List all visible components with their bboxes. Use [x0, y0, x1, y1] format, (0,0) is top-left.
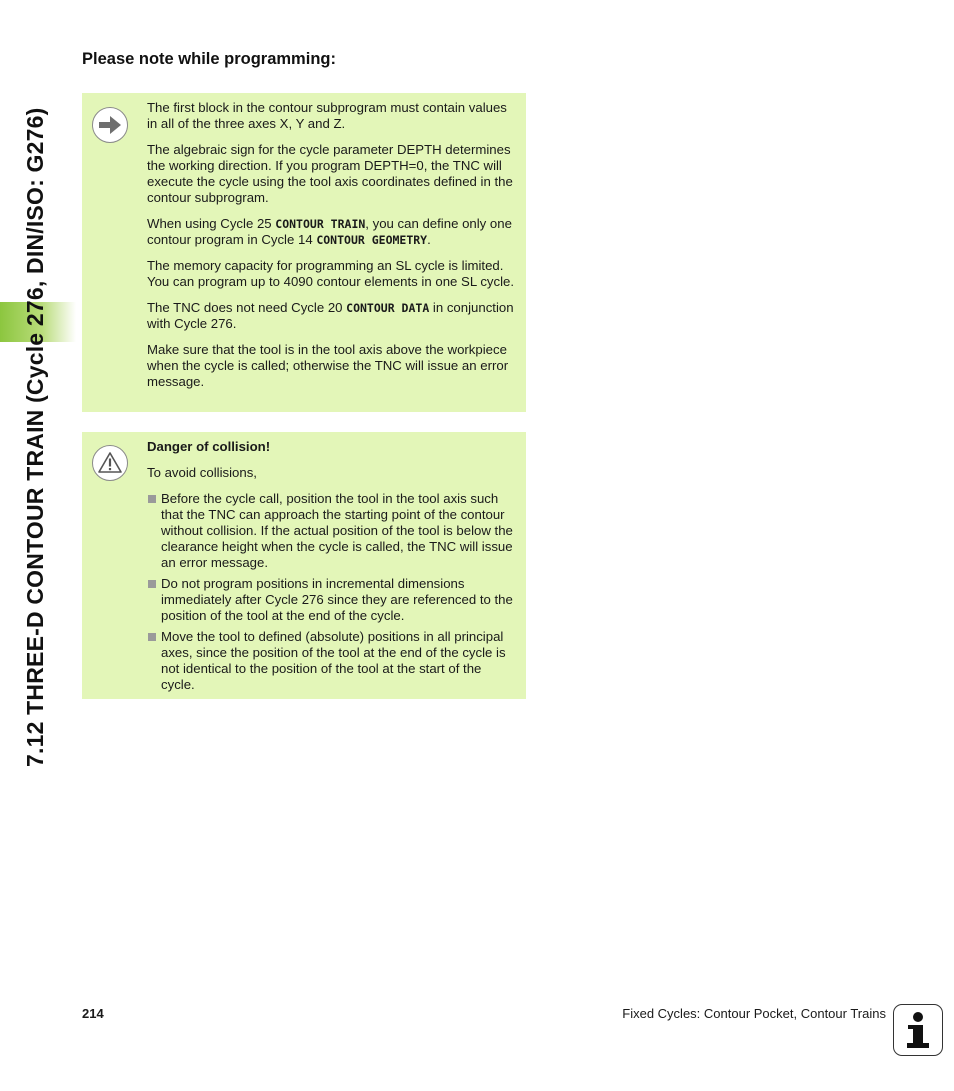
warning-intro: To avoid collisions, [147, 465, 257, 480]
text-segment: . [427, 232, 431, 247]
bullet-square-icon [148, 580, 156, 588]
info-paragraph: The memory capacity for programming an SL cycle is limited. You can program up to 4090 contour elements in one SL cycle. [147, 258, 515, 289]
footer-chapter-title: Fixed Cycles: Contour Pocket, Contour Trains [622, 1006, 886, 1021]
list-item-text: Before the cycle call, position the tool in the tool axis such that the TNC can approach the starting point of the contour without collision. If the actual position of the tool is below the clearance height when the cycle is called, the TNC will issue an error message. [161, 491, 513, 570]
info-paragraph [147, 300, 517, 332]
bullet-square-icon [148, 633, 156, 641]
text-segment: in conjunction with Cycle 276. [147, 300, 514, 331]
code-contour-train: CONTOUR TRAIN [275, 217, 366, 231]
section-title: 7.12 THREE-D CONTOUR TRAIN (Cycle 276, DIN/ISO: G276) [22, 107, 48, 767]
warning-note-box [82, 432, 526, 699]
info-paragraph: The algebraic sign for the cycle parameter DEPTH determines the working direction. If you program DEPTH=0, the TNC will execute the cycle using the tool axis coordinates defined in the contour subprogram. [147, 142, 513, 205]
warning-triangle-icon [92, 445, 128, 481]
page-heading: Please note while programming: [82, 50, 336, 68]
info-paragraph: The first block in the contour subprogram must contain values in all of the three axes X, Y and Z. [147, 100, 507, 131]
info-paragraph [147, 216, 517, 248]
list-item [147, 576, 517, 624]
list-item [147, 491, 517, 571]
bullet-square-icon [148, 495, 156, 503]
warning-note-content [147, 439, 517, 698]
text-segment: The TNC does not need Cycle 20 [147, 300, 347, 315]
info-note-content [147, 100, 517, 400]
page-number: 214 [82, 1006, 104, 1021]
info-paragraph: Make sure that the tool is in the tool axis above the workpiece when the cycle is called; otherwise the TNC will issue an error message. [147, 342, 509, 389]
info-note-box [82, 93, 526, 412]
warning-bullet-list [147, 491, 517, 693]
arrow-right-icon [92, 107, 128, 143]
code-contour-data: CONTOUR DATA [346, 301, 430, 315]
info-icon [893, 1004, 943, 1056]
warning-title: Danger of collision! [147, 439, 271, 454]
list-item [147, 629, 517, 693]
text-segment: When using Cycle 25 [147, 216, 276, 231]
text-segment: , you can define only one contour program in Cycle 14 [147, 216, 512, 247]
list-item-text: Do not program positions in incremental dimensions immediately after Cycle 276 since they are referenced to the position of the tool at the end of the cycle. [161, 576, 513, 623]
code-contour-geometry: CONTOUR GEOMETRY [316, 233, 428, 247]
list-item-text: Move the tool to defined (absolute) positions in all principal axes, since the position of the tool at the end of the cycle is not identical to the position of the tool at the start of the cycle. [161, 629, 506, 692]
